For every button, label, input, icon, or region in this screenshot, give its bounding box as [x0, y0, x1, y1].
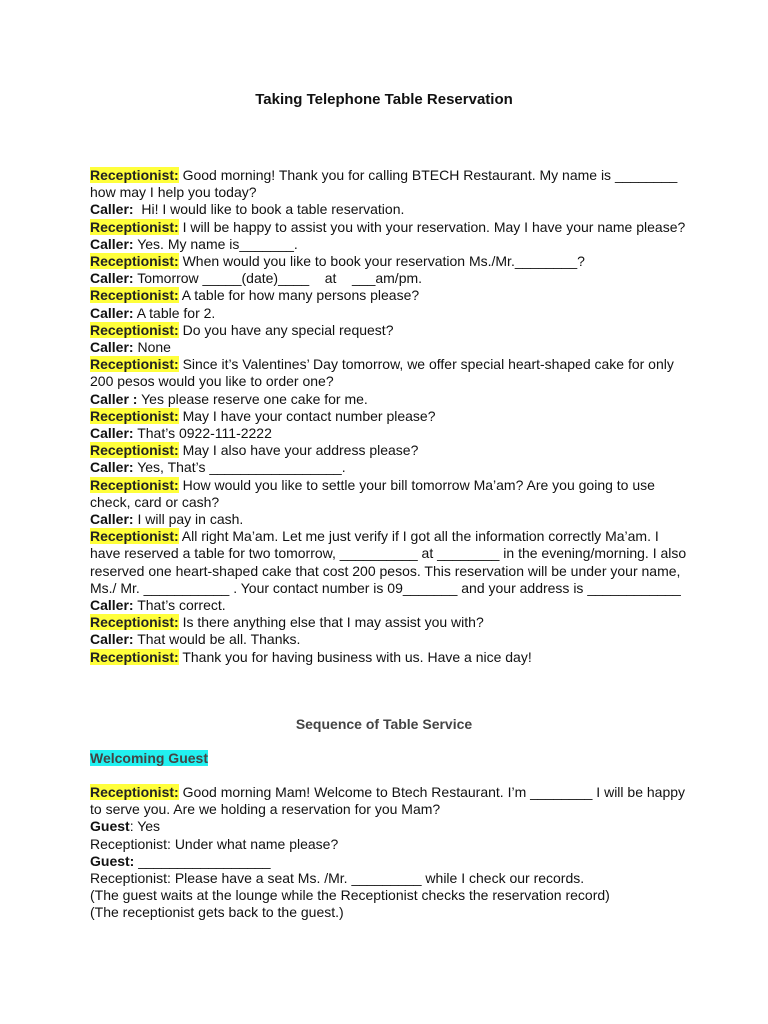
- speaker-label: Caller:: [90, 339, 134, 356]
- dialog-line: [90, 201, 690, 218]
- speaker-label: Caller :: [90, 390, 138, 407]
- dialog-text: _________________: [134, 852, 271, 869]
- dialog-line: [90, 631, 690, 648]
- dialog-text: A table for how many persons please?: [178, 287, 420, 304]
- speaker-label: Receptionist:: [90, 614, 179, 631]
- speaker-label: Caller:: [90, 425, 134, 442]
- dialog-text: Receptionist: Please have a seat Ms. /Mr. _________ while I check our records.: [90, 870, 585, 887]
- dialog-text: Yes please reserve one cake for me.: [137, 390, 368, 407]
- dialog-text: When would you like to book your reservation Ms./Mr.________?: [178, 253, 585, 270]
- speaker-label: Caller:: [90, 201, 134, 218]
- dialog-text: (The guest waits at the lounge while the Receptionist checks the reservation record): [90, 887, 610, 904]
- dialog-text: That’s correct.: [133, 597, 226, 614]
- dialog-line: [90, 597, 690, 614]
- speaker-label: Caller:: [90, 459, 134, 476]
- dialog-line: [90, 408, 690, 425]
- dialog-line: [90, 167, 690, 201]
- speaker-label: Caller:: [90, 597, 134, 614]
- dialog-line: [90, 511, 690, 528]
- dialog-line: [90, 887, 690, 904]
- speaker-label: Receptionist:: [90, 356, 179, 373]
- speaker-label: Receptionist:: [90, 218, 179, 235]
- speaker-label: Receptionist:: [90, 442, 179, 459]
- dialog-text: Receptionist: Under what name please?: [90, 835, 339, 852]
- dialog-line: [90, 853, 690, 870]
- speaker-label: Receptionist:: [90, 407, 179, 424]
- speaker-label: Caller:: [90, 304, 134, 321]
- speaker-label: Guest:: [90, 852, 135, 869]
- speaker-label: Receptionist:: [90, 287, 179, 304]
- speaker-label: Receptionist:: [90, 648, 179, 665]
- dialog-line: [90, 904, 690, 921]
- dialog-text: That would be all. Thanks.: [133, 631, 301, 648]
- subheading-welcoming-guest: Welcoming Guest: [90, 750, 208, 766]
- dialog-text: May I have your contact number please?: [178, 407, 436, 424]
- speaker-label: Caller:: [90, 631, 134, 648]
- dialog-text: A table for 2.: [133, 304, 216, 321]
- dialog-line: [90, 425, 690, 442]
- dialog-text: Tomorrow _____(date)____ at ___am/pm.: [133, 270, 423, 287]
- dialog-text: Yes, That’s _________________.: [133, 459, 346, 476]
- dialog-text: I will pay in cash.: [133, 511, 244, 528]
- dialog-text: All right Ma’am. Let me just verify if I got all the information correctly Ma’am. I have reserved a table for two tomorrow, __________ at ________ in the evening/morning. I also reserved one heart-shaped cake that cost 200 pesos. This reservation will be under your name, Ms./ Mr. ___________ . Your contact number is 09_______ and your address is ____________: [90, 528, 691, 596]
- dialog-text: How would you like to settle your bill tomorrow Ma’am? Are you going to use check, card or cash?: [90, 476, 659, 510]
- speaker-label: Receptionist:: [90, 528, 179, 545]
- speaker-label: Caller:: [90, 235, 134, 252]
- dialog-text: I will be happy to assist you with your reservation. May I have your name please?: [178, 218, 686, 235]
- welcoming-dialog: [90, 784, 690, 922]
- dialog-text: Do you have any special request?: [178, 321, 394, 338]
- dialog-line: [90, 818, 690, 835]
- dialog-text: Is there anything else that I may assist you with?: [178, 614, 484, 631]
- speaker-label: Receptionist:: [90, 253, 179, 270]
- dialog-line: [90, 356, 690, 390]
- speaker-label: Guest: [90, 818, 130, 835]
- dialog-line: [90, 870, 690, 887]
- dialog-text: Since it’s Valentines’ Day tomorrow, we offer special heart-shaped cake for only 200 pesos would you like to order one?: [90, 356, 678, 390]
- dialog-line: [90, 287, 690, 304]
- dialog-line: [90, 322, 690, 339]
- dialog-text: Good morning! Thank you for calling BTECH Restaurant. My name is ________ how may I help you today?: [90, 167, 682, 201]
- speaker-label: Receptionist:: [90, 784, 179, 800]
- dialog-text: None: [133, 339, 171, 356]
- dialog-line: [90, 236, 690, 253]
- dialog-line: [90, 477, 690, 511]
- dialog-line: [90, 649, 690, 666]
- subheading-block: [90, 750, 208, 767]
- dialog-line: [90, 253, 690, 270]
- dialog-line: [90, 784, 690, 818]
- dialog-text: Thank you for having business with us. Have a nice day!: [178, 648, 532, 665]
- dialog-line: [90, 528, 690, 597]
- dialog-text: Good morning Mam! Welcome to Btech Restaurant. I’m ________ I will be happy to serve you. Are we holding a reservation for you Mam?: [90, 784, 689, 818]
- dialog-line: [90, 442, 690, 459]
- dialog-line: [90, 219, 690, 236]
- document-title: Taking Telephone Table Reservation: [255, 91, 513, 108]
- dialog-line: [90, 836, 690, 853]
- speaker-label: Receptionist:: [90, 476, 179, 493]
- dialog-line: [90, 305, 690, 322]
- section-title: Sequence of Table Service: [295, 716, 473, 732]
- speaker-label: Caller:: [90, 511, 134, 528]
- dialog-text: That’s 0922-111-2222: [133, 425, 272, 442]
- speaker-label: Receptionist:: [90, 321, 179, 338]
- speaker-label: Caller:: [90, 270, 134, 287]
- dialog-text: Hi! I would like to book a table reservation.: [133, 201, 405, 218]
- dialog-text: : Yes: [129, 818, 161, 835]
- dialog-line: [90, 614, 690, 631]
- speaker-label: Receptionist:: [90, 167, 179, 183]
- dialog-line: [90, 270, 690, 287]
- dialog-text: Yes. My name is_______.: [133, 235, 298, 252]
- dialog-line: [90, 391, 690, 408]
- dialog-line: [90, 459, 690, 476]
- dialog-line: [90, 339, 690, 356]
- dialog-text: May I also have your address please?: [178, 442, 419, 459]
- reservation-dialog: [90, 167, 690, 666]
- dialog-text: (The receptionist gets back to the guest.): [90, 904, 344, 921]
